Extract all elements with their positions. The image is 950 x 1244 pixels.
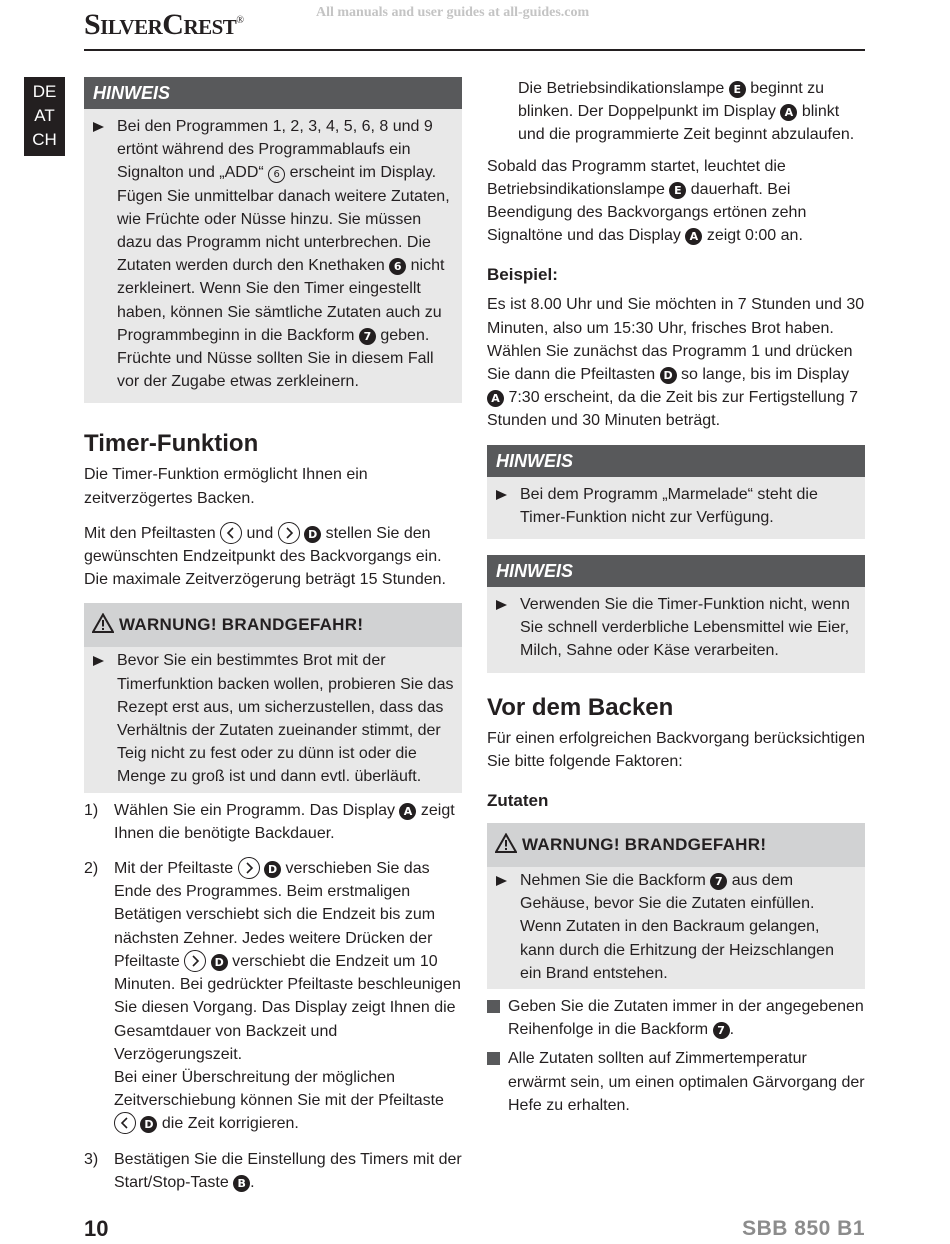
- step-3: 3) Bestätigen Sie die Einstellung des Timers mit der Start/Stop-Taste B .: [84, 1150, 462, 1191]
- ref-d-icon: D: [660, 367, 677, 384]
- arrow-bullet-icon: [93, 656, 104, 666]
- warning-item: Bevor Sie ein bestimmtes Brot mit der Timerfunktion backen wollen, probieren Sie das Rezept erst aus, um sicherzustellen, dass das Verhältnis der Zutaten zueinander stimmt, der Teig nicht zu fest oder zu dünn ist oder die Menge zu groß ist und dann evtl. überläuft.: [84, 647, 462, 788]
- ref-d-icon: D: [264, 861, 281, 878]
- arrow-bullet-icon: [496, 876, 507, 886]
- hinweis-item: Bei dem Programm „Marmelade“ steht die Timer-Funktion nicht zur Verfügung.: [487, 477, 865, 529]
- bullet-item-temperature: Alle Zutaten sollten auf Zimmertemperatur erwärmt sein, um einen optimalen Gärvorgang der Hefe zu erhalten.: [487, 1047, 865, 1117]
- language-tab: [24, 77, 65, 156]
- page-header: [84, 4, 865, 51]
- ref-d-icon: D: [140, 1116, 157, 1133]
- program-start-paragraph: Sobald das Programm startet, leuchtet die Betriebsindikationslampe E dauerhaft. Bei Beendigung des Backvorgangs ertönen zehn Signaltöne und das Display A zeigt 0:00 an.: [487, 157, 807, 245]
- right-column: [487, 77, 865, 1117]
- vor-dem-backen-heading: Vor dem Backen: [487, 693, 674, 721]
- ref-6-filled-icon: 6: [389, 258, 406, 275]
- hinweis-title: HINWEIS: [487, 445, 865, 477]
- arrow-left-key-icon: [114, 1112, 136, 1134]
- arrow-bullet-icon: [496, 490, 507, 500]
- zutaten-heading: Zutaten: [487, 791, 549, 811]
- hinweis-title: HINWEIS: [84, 77, 462, 109]
- beispiel-paragraph: Es ist 8.00 Uhr und Sie möchten in 7 Stunden und 30 Minuten, also um 15:30 Uhr, frisches Brot haben. Wählen Sie zunächst das Programm 1 und drücken Sie dann die Pfeiltasten D so lange, bis im Display A 7:30 erscheint, da die Zeit bis zur Fertigstellung 7 Stunden und 30 Minuten beträgt.: [487, 296, 865, 430]
- page-number: 10: [84, 1216, 109, 1241]
- hinweis-title: HINWEIS: [487, 555, 865, 587]
- brand-logo: [84, 8, 243, 42]
- arrow-right-key-icon: [238, 857, 260, 879]
- hinweis-box-marmelade: [487, 445, 865, 539]
- step-2: 2) Mit der Pfeiltaste D verschieben Sie das Ende des Programmes. Beim erstmaligen Betätigen verschiebt sich die Endzeit bis zum nächsten Zehner. Jedes weitere Drücken der Pfeiltaste D verschiebt die Endzeit um 10 Minuten. Bei gedrückter Pfeiltaste beschleunigen Sie diesen Vorgang. Das Display zeigt Ihnen die Gesamtdauer von Backzeit und Verzögerungszeit. Bei einer Überschreitung der möglichen Zeitverschiebung können Sie mit der Pfeiltaste D die Zeit korrigieren.: [84, 857, 462, 1135]
- ref-6-icon: 6: [268, 166, 285, 183]
- timer-intro: Die Timer-Funktion ermöglicht Ihnen ein zeitverzögertes Backen.: [84, 466, 368, 507]
- left-column: [84, 77, 462, 1194]
- hinweis-item: Bei den Programmen 1, 2, 3, 4, 5, 6, 8 und 9 ertönt während des Programmablaufs ein Signalton und „ADD“ 6 erscheint im Display. Fügen Sie unmittelbar danach weitere Zutaten, wie Früchte oder Nüsse hinzu. Sie müssen dazu das Programm nicht unterbrechen. Die Zutaten werden durch den Knethaken 6 nicht zerkleinert. Wenn Sie den Timer eingestellt haben, können Sie sämtliche Zutaten auch zu Programmbeginn in die Backform 7 geben. Früchte und Nüsse sollten Sie in diesem Fall vor der Zugabe etwas zerkleinern.: [84, 109, 462, 393]
- warning-title: WARNUNG! BRANDGEFAHR!: [487, 823, 865, 867]
- ref-d-icon: D: [304, 526, 321, 543]
- warning-item: Nehmen Sie die Backform 7 aus dem Gehäuse, bevor Sie die Zutaten einfüllen. Wenn Zutaten in den Backraum gelangen, kann durch die Erhitzung der Heizschlangen ein Brand entstehen.: [487, 867, 865, 985]
- ref-d-icon: D: [211, 954, 228, 971]
- vor-dem-backen-intro: Für einen erfolgreichen Backvorgang berücksichtigen Sie bitte folgende Faktoren:: [487, 729, 865, 770]
- square-bullet-icon: [487, 1000, 500, 1013]
- arrow-right-key-icon: [184, 950, 206, 972]
- ref-a-icon: A: [685, 228, 702, 245]
- model-number: SBB 850 B1: [742, 1217, 865, 1240]
- lang-at: AT: [34, 106, 55, 125]
- ref-7-icon: 7: [359, 328, 376, 345]
- hinweis-box-perishable: [487, 555, 865, 673]
- warning-title: WARNUNG! BRANDGEFAHR!: [84, 603, 462, 647]
- beispiel-heading: Beispiel:: [487, 265, 558, 285]
- arrow-left-key-icon: [220, 522, 242, 544]
- hinweis-item: Verwenden Sie die Timer-Funktion nicht, wenn Sie schnell verderbliche Lebensmittel wie Eier, Milch, Sahne oder Käse verarbeiten.: [487, 587, 865, 663]
- brand-registered-mark: ®: [236, 15, 244, 26]
- arrow-bullet-icon: [93, 122, 104, 132]
- warning-box-fire: [84, 603, 462, 792]
- timer-arrows-paragraph: Mit den Pfeiltasten und D stellen Sie den gewünschten Endzeitpunkt des Backvorgangs ein. Die maximale Zeitverzögerung beträgt 15 Stunden.: [84, 522, 462, 592]
- warning-triangle-icon: [92, 613, 114, 633]
- timer-heading: Timer-Funktion: [84, 430, 259, 458]
- bullet-item-order: Geben Sie die Zutaten immer in der angegebenen Reihenfolge in die Backform 7 .: [487, 995, 865, 1041]
- ref-e-icon: E: [669, 182, 686, 199]
- step-1: 1) Wählen Sie ein Programm. Das Display A zeigt Ihnen die benötigte Backdauer.: [84, 801, 455, 842]
- arrow-right-key-icon: [278, 522, 300, 544]
- arrow-bullet-icon: [496, 600, 507, 610]
- brand-name: SilverCrest: [84, 8, 237, 41]
- lang-ch: CH: [32, 130, 57, 149]
- ref-7-icon: 7: [710, 873, 727, 890]
- lang-de: DE: [32, 82, 57, 101]
- ref-e-icon: E: [729, 81, 746, 98]
- ref-b-icon: B: [233, 1175, 250, 1192]
- ref-a-icon: A: [399, 803, 416, 820]
- warning-triangle-icon: [495, 833, 517, 853]
- ref-7-icon: 7: [713, 1022, 730, 1039]
- ref-a-icon: A: [780, 104, 797, 121]
- warning-box-backform: [487, 823, 865, 989]
- square-bullet-icon: [487, 1052, 500, 1065]
- ref-a-icon: A: [487, 390, 504, 407]
- hinweis-box-add: [84, 77, 462, 403]
- watermark: All manuals and user guides at all-guides.com: [316, 5, 590, 20]
- continued-step-text: Die Betriebsindikationslampe E beginnt zu blinken. Der Doppelpunkt im Display A blinkt und die programmierte Zeit beginnt abzulaufen.: [518, 80, 855, 144]
